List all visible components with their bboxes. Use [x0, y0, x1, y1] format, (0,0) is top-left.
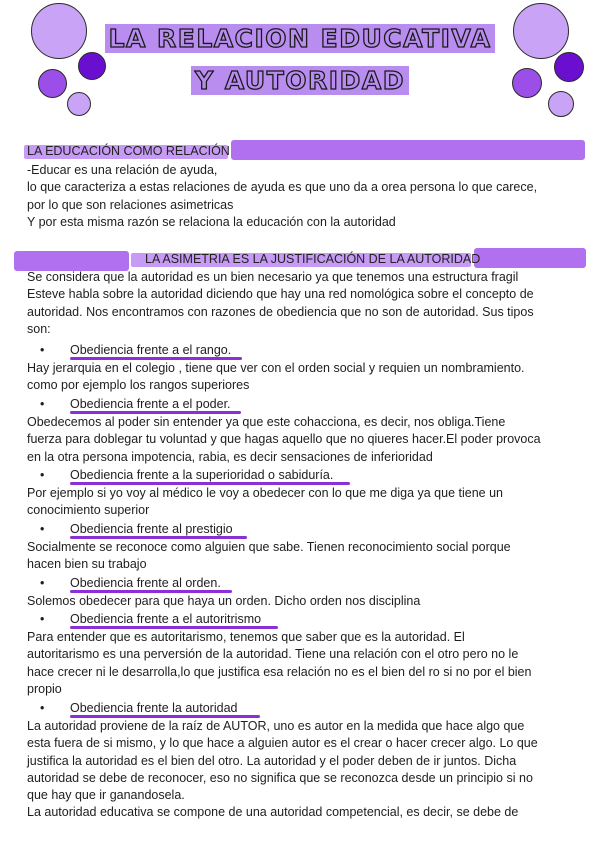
intro-line: Esteve habla sobre la autoridad diciendo que hay una red nomológica sobre el concepto de — [27, 287, 534, 302]
bullet-icon: • — [40, 343, 45, 357]
title-text-1: LA RELACION EDUCATIVA — [105, 24, 496, 53]
item-text-line: en la otra persona impotencia, rabia, es decir sensaciones de inferioridad — [27, 449, 433, 464]
bullet-icon: • — [40, 468, 45, 482]
section1-heading: LA EDUCACIÓN COMO RELACIÓN — [27, 144, 230, 158]
title-text-2: Y AUTORIDAD — [191, 66, 409, 95]
section2-heading-bar-right — [474, 248, 586, 268]
bullet-icon: • — [40, 701, 45, 715]
decor-circle-left-3 — [67, 92, 91, 116]
item-text-line: Para entender que es autoritarismo, tenemos que saber que es la autoridad. El — [27, 630, 465, 644]
item-text-line: como por ejemplo los rangos superiores — [27, 378, 250, 393]
item-text-line: propio — [27, 681, 62, 696]
section1-line: por lo que son relaciones asimetricas — [27, 197, 234, 212]
intro-line: Se considera que la autoridad es un bien necesario ya que tenemos una estructura fragil — [27, 270, 519, 284]
page-title-line-2 — [0, 66, 600, 95]
item-text-line: Solemos obedecer para que haya un orden. Dicho orden nos disciplina — [27, 594, 421, 608]
item-superioridad-text — [27, 485, 577, 520]
item-poder-label: Obediencia frente a el poder. — [70, 397, 231, 411]
item-text-line: justifica la autoridad es el bien del otro. La autoridad y el poder deben de ir juntos. Dicha — [27, 753, 517, 768]
item-poder-text — [27, 414, 577, 466]
item-superioridad-label: Obediencia frente a la superioridad o sabiduría. — [70, 468, 334, 482]
section1-line: lo que caracteriza a estas relaciones de ayuda es que uno da a orea persona lo que carece, — [27, 180, 538, 195]
item-autoritarismo-text — [27, 629, 577, 698]
item-text-line: Hay jerarquia en el colegio , tiene que ver con el orden social y requien un nombramiento. — [27, 361, 525, 375]
item-text-line: Socialmente se reconoce como alguien que sabe. Tienen reconocimiento social porque — [27, 540, 511, 554]
bullet-icon: • — [40, 576, 45, 590]
item-text-line: esta fuera de si mismo, y lo que hace a alguien autor es el crear o hacer crecer algo. Lo que — [27, 736, 538, 751]
section2-heading-bar-left — [14, 251, 129, 271]
item-text-line: La autoridad proviene de la raíz de AUTOR, uno es autor en la medida que hace algo que — [27, 719, 525, 733]
section2-heading: LA ASIMETRIA ES LA JUSTIFICACIÓN DE LA AUTORIDAD — [145, 252, 481, 266]
item-autoridad-label: Obediencia frente la autoridad — [70, 701, 238, 715]
bullet-icon: • — [40, 397, 45, 411]
item-text-line: hace crecer ni le desarrolla,lo que justifica esa relación no es el bien del ro si no por el bien — [27, 664, 532, 679]
item-text-line: hacen bien su trabajo — [27, 557, 147, 572]
intro-line: autoridad. Nos encontramos con razones de obediencia que no son de autoridad. Sus tipos — [27, 304, 534, 319]
item-text-line: autoritarismo es una perversión de la autoridad. Tiene una relación con el otro pero no le — [27, 647, 519, 662]
section2-intro — [27, 269, 577, 338]
section1-line: Y por esta misma razón se relaciona la educación con la autoridad — [27, 214, 396, 229]
bullet-icon: • — [40, 612, 45, 626]
item-orden-text — [27, 593, 577, 610]
item-orden-label: Obediencia frente al orden. — [70, 576, 221, 590]
item-autoritarismo-label: Obediencia frente a el autoritrismo — [70, 612, 262, 626]
section1-line: -Educar es una relación de ayuda, — [27, 163, 218, 177]
item-text-line: autoridad se debe de reconocer, eso no significa que se reconozca desde un principio si no — [27, 770, 533, 785]
item-text-line: Obedecemos al poder sin entender ya que este cohacciona, es decir, nos obliga.Tiene — [27, 415, 506, 429]
item-prestigio-text — [27, 539, 577, 574]
item-rango-label: Obediencia frente a el rango. — [70, 343, 232, 357]
bullet-icon: • — [40, 522, 45, 536]
item-text-line: La autoridad educativa se compone de una autoridad competencial, es decir, se debe de — [27, 805, 519, 820]
section1-heading-bar — [231, 140, 585, 160]
page-title-line-1 — [0, 24, 600, 53]
intro-line: son: — [27, 321, 51, 336]
item-rango-text — [27, 360, 577, 395]
item-text-line: Por ejemplo si yo voy al médico le voy a obedecer con lo que me diga ya que tiene un — [27, 486, 503, 500]
section1-body — [27, 162, 577, 231]
item-text-line: conocimiento superior — [27, 503, 150, 518]
item-prestigio-label: Obediencia frente al prestigio — [70, 522, 233, 536]
item-text-line: fuerza para doblegar tu voluntad y que hagas aquello que no qiueres hacer.El poder provoca — [27, 432, 541, 447]
item-autoridad-text — [27, 718, 577, 822]
item-text-line: que hay que ir ganandosela. — [27, 788, 185, 803]
